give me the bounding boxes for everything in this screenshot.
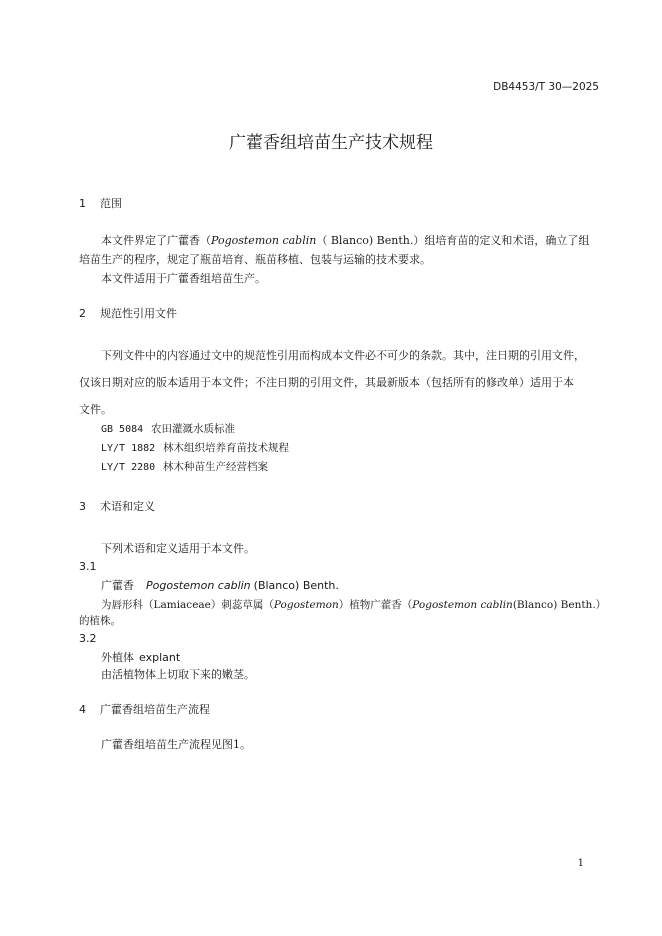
term-3-1-title [101,577,339,593]
section-title: 范围 [100,197,122,210]
paragraph-line: 下列文件中的内容通过文中的规范性引用而构成本文件必不可少的条款。其中，注日期的引用文件， [101,349,585,362]
latin-name: Pogostemon cablin [211,234,317,247]
section-4-body [79,736,600,752]
section-title: 术语和定义 [100,500,155,513]
latin-name: Pogostemon [273,599,339,611]
section-number: 3 [79,500,86,513]
section-number: 4 [79,703,86,716]
text-run: 为唇形科（Lamiaceae）刺蕊草属（ [101,599,274,611]
paragraph-line: 由活植物体上切取下来的嫩茎。 [101,668,255,681]
reference-name: 农田灌溉水质标准 [151,423,235,435]
section-3-heading [79,498,155,514]
term-3-2-number: 3.2 [79,632,97,645]
paragraph-line: 下列术语和定义适用于本文件。 [101,542,255,555]
reference-code: LY/T 1882 [101,443,156,454]
normative-references [79,421,600,474]
reference-name: 林木种苗生产经营档案 [163,461,268,473]
term-chinese: 广藿香 [101,579,134,592]
paragraph-line: 的植株。 [79,615,121,627]
reference-item [79,421,600,436]
section-3-intro [79,540,600,556]
page-number: 1 [577,858,584,869]
section-4-heading [79,701,210,717]
term-3-1-number: 3.1 [79,560,97,573]
document-code: DB4453/T 30—2025 [493,81,599,93]
document-title: 广藿香组培苗生产技术规程 [229,133,433,153]
paragraph-line: 仅该日期对应的版本适用于本文件；不注日期的引用文件，其最新版本（包括所有的修改单）适用于本 [79,376,574,389]
reference-code: GB 5084 [101,424,144,435]
paragraph-line: 本文件适用于广藿香组培苗生产。 [101,272,266,285]
latin-name: Pogostemon cablin [412,599,513,611]
text-run: ）植物广藿香（ [338,599,413,611]
paragraph-line: 文件。 [79,403,112,416]
term-author: (Blanco) Benth. [253,579,339,592]
reference-item [79,459,600,474]
section-title: 广藿香组培苗生产流程 [100,703,210,716]
section-1-body [79,232,600,286]
text-run: (Blanco) Benth.） [512,599,607,611]
paragraph-line [79,597,607,612]
term-latin: Pogostemon cablin [146,579,251,592]
term-english: explant [139,651,181,664]
reference-code: LY/T 2280 [101,462,156,473]
section-number: 2 [79,307,86,320]
reference-item [79,440,600,455]
term-3-2-title [101,649,180,665]
section-1-heading [79,195,122,211]
section-2-body [79,347,600,417]
reference-name: 林木组织培养育苗技术规程 [163,442,289,454]
section-number: 1 [79,197,86,210]
text-run: （ Blanco) Benth.）组培育苗的定义和术语，确立了组 [316,234,590,247]
section-2-heading [79,305,177,321]
term-3-2-definition [79,666,600,682]
paragraph-line: 广藿香组培苗生产流程见图1。 [101,738,251,751]
term-3-1-definition [79,597,607,628]
paragraph-line [79,232,600,248]
paragraph-line: 培苗生产的程序，规定了瓶苗培育、瓶苗移植、包装与运输的技术要求。 [79,253,431,266]
text-run: 本文件界定了广藿香（ [101,234,211,247]
section-title: 规范性引用文件 [100,307,177,320]
term-chinese: 外植体 [101,651,134,664]
